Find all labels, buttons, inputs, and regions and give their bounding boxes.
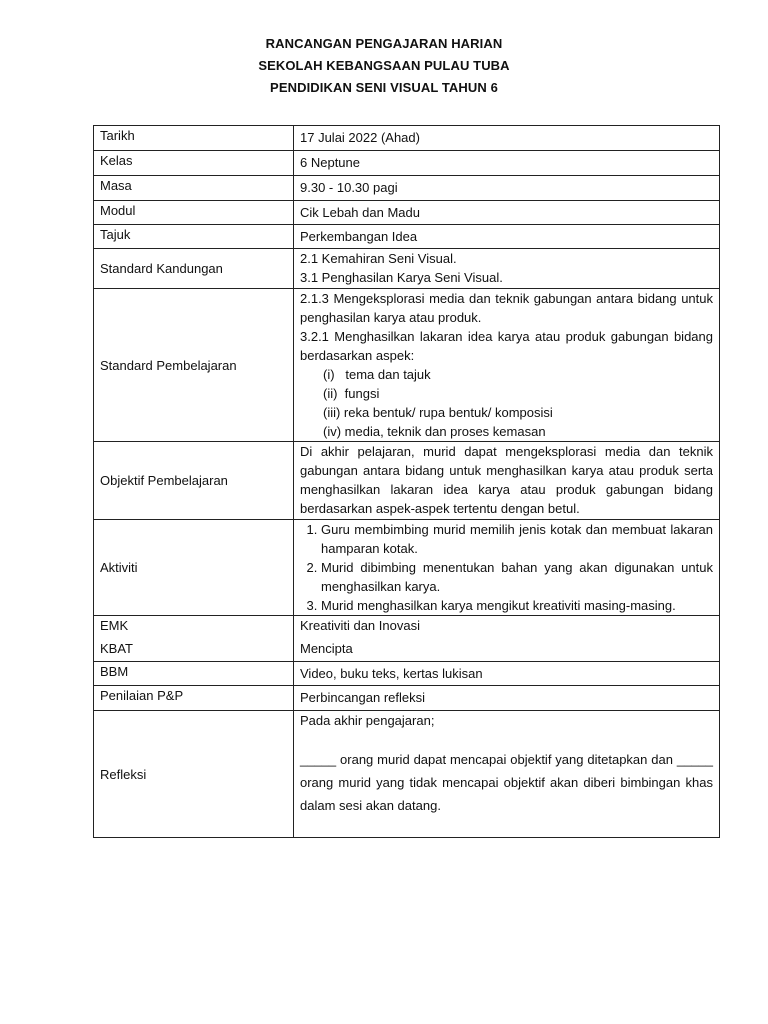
- row-aktiviti: [94, 520, 720, 616]
- aspek-item: (iv) media, teknik dan proses kemasan: [323, 424, 546, 439]
- label-masa: Masa: [94, 176, 294, 201]
- value-bbm: Video, buku teks, kertas lukisan: [294, 662, 720, 686]
- value-tarikh: 17 Julai 2022 (Ahad): [294, 126, 720, 151]
- row-standard-kandungan: [94, 249, 720, 289]
- refleksi-statement: _____ orang murid dapat mencapai objektif yang ditetapkan dan _____ orang murid yang tidak mencapai objektif akan diberi bimbingan khas dalam sesi akan datang.: [300, 752, 713, 813]
- value-kelas: 6 Neptune: [294, 151, 720, 176]
- row-bbm: [94, 662, 720, 686]
- value-modul: Cik Lebah dan Madu: [294, 201, 720, 225]
- aktiviti-list: [300, 520, 713, 615]
- label-kbat: KBAT: [100, 641, 133, 656]
- aktiviti-item: 3. Murid menghasilkan karya mengikut kreativiti masing-masing.: [321, 596, 713, 615]
- label-bbm: BBM: [94, 662, 294, 686]
- value-emk: Kreativiti dan Inovasi: [300, 618, 420, 633]
- value-emk-kbat: [294, 616, 720, 662]
- value-aktiviti: [294, 520, 720, 616]
- standard-kandungan-item: 2.1 Kemahiran Seni Visual.: [300, 251, 457, 266]
- label-tajuk: Tajuk: [94, 225, 294, 249]
- row-penilaian: [94, 686, 720, 711]
- lesson-plan-table: [93, 125, 720, 838]
- header-title: RANCANGAN PENGAJARAN HARIAN: [265, 36, 503, 51]
- row-refleksi: [94, 711, 720, 838]
- standard-pembelajaran-2-1-3: 2.1.3 Mengeksplorasi media dan teknik gabungan antara bidang untuk penghasilan karya atau produk.: [300, 291, 713, 325]
- value-masa: 9.30 - 10.30 pagi: [294, 176, 720, 201]
- row-emk-kbat: [94, 616, 720, 662]
- header-school: SEKOLAH KEBANGSAAN PULAU TUBA: [258, 58, 510, 73]
- value-tajuk: Perkembangan Idea: [294, 225, 720, 249]
- value-standard-pembelajaran: [294, 289, 720, 442]
- label-emk-kbat: [94, 616, 294, 662]
- row-masa: [94, 176, 720, 201]
- label-kelas: Kelas: [94, 151, 294, 176]
- aktiviti-item: 1. Guru membimbing murid memilih jenis kotak dan membuat lakaran hamparan kotak.: [321, 520, 713, 558]
- label-emk: EMK: [100, 618, 129, 633]
- header-subject: PENDIDIKAN SENI VISUAL TAHUN 6: [270, 80, 498, 95]
- label-refleksi: Refleksi: [94, 711, 294, 838]
- value-refleksi: [294, 711, 720, 838]
- label-objektif: Objektif Pembelajaran: [94, 442, 294, 520]
- label-aktiviti: Aktiviti: [94, 520, 294, 616]
- standard-kandungan-item: 3.1 Penghasilan Karya Seni Visual.: [300, 270, 503, 285]
- aspek-item: (ii) fungsi: [323, 386, 380, 401]
- label-modul: Modul: [94, 201, 294, 225]
- document-header: [0, 33, 768, 99]
- standard-pembelajaran-3-2-1: 3.2.1 Menghasilkan lakaran idea karya atau produk gabungan bidang berdasarkan aspek:: [300, 329, 713, 363]
- aktiviti-item: 2. Murid dibimbing menentukan bahan yang akan digunakan untuk menghasilkan karya.: [321, 558, 713, 596]
- row-kelas: [94, 151, 720, 176]
- label-penilaian: Penilaian P&P: [94, 686, 294, 711]
- row-standard-pembelajaran: [94, 289, 720, 442]
- row-objektif: [94, 442, 720, 520]
- value-penilaian: Perbincangan refleksi: [294, 686, 720, 711]
- label-standard-kandungan: Standard Kandungan: [94, 249, 294, 289]
- refleksi-intro: Pada akhir pengajaran;: [300, 713, 435, 728]
- label-standard-pembelajaran: Standard Pembelajaran: [94, 289, 294, 442]
- row-modul: [94, 201, 720, 225]
- value-kbat: Mencipta: [300, 641, 353, 656]
- aspek-item: (i) tema dan tajuk: [323, 367, 431, 382]
- aspek-item: (iii) reka bentuk/ rupa bentuk/ komposisi: [323, 405, 553, 420]
- label-tarikh: Tarikh: [94, 126, 294, 151]
- row-tarikh: [94, 126, 720, 151]
- row-tajuk: [94, 225, 720, 249]
- value-objektif: Di akhir pelajaran, murid dapat mengeksplorasi media dan teknik gabungan antara bidang untuk menghasilkan karya atau produk serta menghasilkan lakaran idea karya atau produk gabungan bidang berdasarkan aspek-aspek tertentu dengan betul.: [294, 442, 720, 520]
- value-standard-kandungan: [294, 249, 720, 289]
